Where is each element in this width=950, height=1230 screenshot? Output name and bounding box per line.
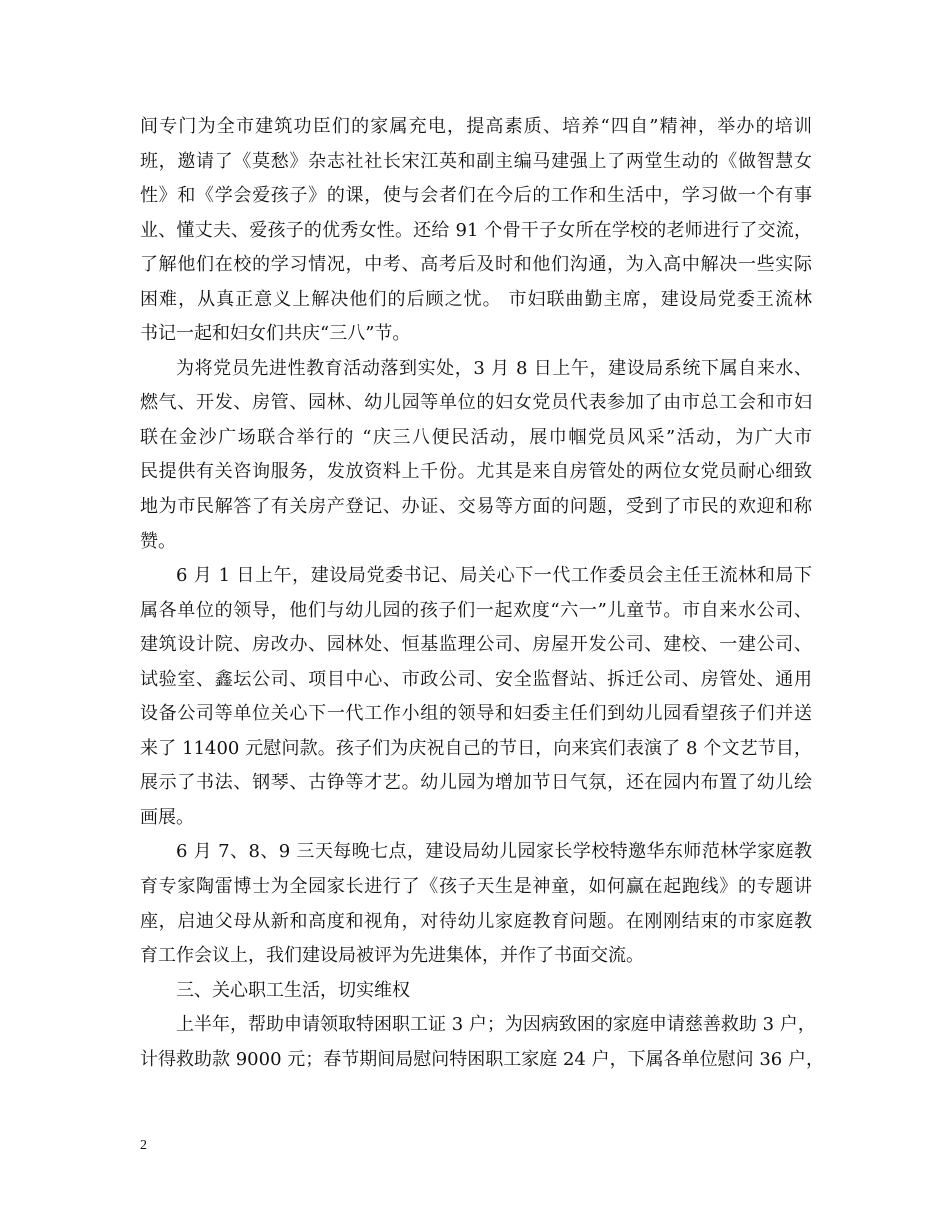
text-line: 座，启迪父母从新和高度和视角，对待幼儿家庭教育问题。在刚刚结束的市家庭教 bbox=[140, 910, 812, 932]
document-body bbox=[140, 110, 824, 1077]
text-line: 画展。 bbox=[140, 806, 194, 828]
paragraph bbox=[140, 352, 812, 559]
paragraph bbox=[140, 110, 812, 352]
text-line: 性》和《学会爱孩子》的课，使与会者们在今后的工作和生活中，学习做一个有事 bbox=[140, 185, 812, 207]
text-line: 建筑设计院、房改办、园林处、恒基监理公司、房屋开发公司、建校、一建公司、 bbox=[140, 634, 812, 656]
text-line: 属各单位的领导，他们与幼儿园的孩子们一起欢度“六一”儿童节。市自来水公司、 bbox=[140, 599, 812, 621]
paragraph bbox=[140, 835, 812, 973]
paragraph bbox=[140, 559, 812, 835]
text-line: 6 月 7、8、9 三天每晚七点，建设局幼儿园家长学校特邀华东师范林学家庭教 bbox=[176, 841, 812, 863]
text-line: 育工作会议上，我们建设局被评为先进集体，并作了书面交流。 bbox=[140, 945, 644, 967]
text-line: 联在金沙广场联合举行的 “庆三八便民活动，展巾帼党员风采”活动，为广大市 bbox=[140, 426, 812, 448]
text-line: 赞。 bbox=[140, 530, 176, 552]
paragraph bbox=[140, 1008, 824, 1077]
text-line: 为将党员先进性教育活动落到实处，3 月 8 日上午，建设局系统下属自来水、 bbox=[176, 357, 812, 379]
text-line: 间专门为全市建筑功臣们的家属充电，提高素质、培养“四自”精神，举办的培训 bbox=[140, 116, 812, 137]
text-line: 民提供有关咨询服务，发放资料上千份。尤其是来自房管处的两位女党员耐心细致 bbox=[140, 461, 812, 483]
text-line: 6 月 1 日上午，建设局党委书记、局关心下一代工作委员会主任王流林和局下 bbox=[176, 565, 812, 587]
text-line: 困难，从真正意义上解决他们的后顾之忧。 市妇联曲勤主席，建设局党委王流林 bbox=[140, 288, 812, 310]
text-line: 来了 11400 元慰问款。孩子们为庆祝自己的节日，向来宾们表演了 8 个文艺节目， bbox=[140, 737, 812, 759]
text-line: 试验室、鑫坛公司、项目中心、市政公司、安全监督站、拆迁公司、房管处、通用 bbox=[140, 668, 812, 690]
page-number: 2 bbox=[140, 1138, 147, 1153]
text-line: 展示了书法、钢琴、古铮等才艺。幼儿园为增加节日气氛，还在园内布置了幼儿绘 bbox=[140, 772, 812, 794]
text-line: 计得救助款 9000 元；春节期间局慰问特困职工家庭 24 户，下属各单位慰问 36 户， bbox=[140, 1048, 824, 1070]
text-line: 燃气、开发、房管、园林、幼儿园等单位的妇女党员代表参加了由市总工会和市妇 bbox=[140, 392, 812, 414]
text-line: 书记一起和妇女们共庆“三八”节。 bbox=[140, 323, 411, 345]
text-line: 地为市民解答了有关房产登记、办证、交易等方面的问题，受到了市民的欢迎和称 bbox=[140, 496, 812, 518]
text-line: 班，邀请了《莫愁》杂志社社长宋江英和副主编马建强上了两堂生动的《做智慧女 bbox=[140, 150, 812, 172]
text-line: 育专家陶雷博士为全园家长进行了《孩子天生是神童，如何赢在起跑线》的专题讲 bbox=[140, 876, 812, 898]
paragraph bbox=[140, 974, 812, 1009]
text-line: 业、懂丈夫、爱孩子的优秀女性。还给 91 个骨干子女所在学校的老师进行了交流， bbox=[140, 219, 812, 241]
text-line: 三、关心职工生活，切实维权 bbox=[176, 979, 410, 1001]
text-line: 上半年，帮助申请领取特困职工证 3 户；为因病致困的家庭申请慈善救助 3 户， bbox=[176, 1014, 816, 1036]
text-line: 了解他们在校的学习情况，中考、高考后及时和他们沟通，为入高中解决一些实际 bbox=[140, 254, 812, 276]
text-line: 设备公司等单位关心下一代工作小组的领导和妇委主任们到幼儿园看望孩子们并送 bbox=[140, 703, 812, 725]
